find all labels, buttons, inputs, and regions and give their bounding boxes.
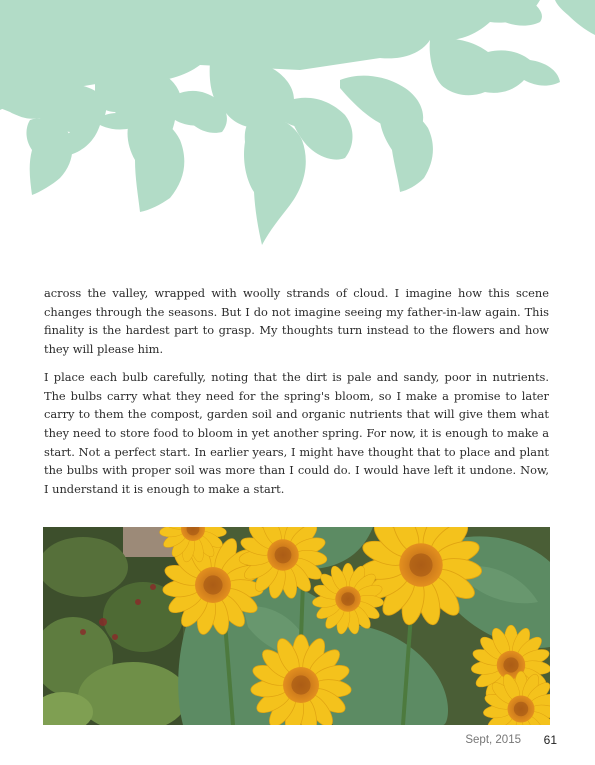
article-body	[44, 284, 549, 508]
issue-date: Sept, 2015	[465, 734, 521, 746]
sunflower-photo	[43, 527, 550, 725]
page-number: 61	[543, 733, 557, 747]
leaf-illustration	[0, 0, 595, 250]
article-paragraph-1: across the valley, wrapped with woolly strands of cloud. I imagine how this scene changes through the seasons. But I do not imagine seeing my father-in-law again. This finality is the hardest part to grasp. My thoughts turn instead to the flowers and how they will please him.	[44, 286, 549, 357]
article-paragraph-2: I place each bulb carefully, noting that the dirt is pale and sandy, poor in nutrients. The bulbs carry what they need for the spring's bloom, so I make a promise to later carry to them the compost, garden soil and organic nutrients that will give them what they need to store food to bloom in yet another spring. For now, it is enough to make a start. Not a perfect start. In earlier years, I might have thought that to place and plant the bulbs with proper soil was more than I could do. I would have left it undone. Now, I understand it is enough to make a start.	[44, 369, 549, 497]
